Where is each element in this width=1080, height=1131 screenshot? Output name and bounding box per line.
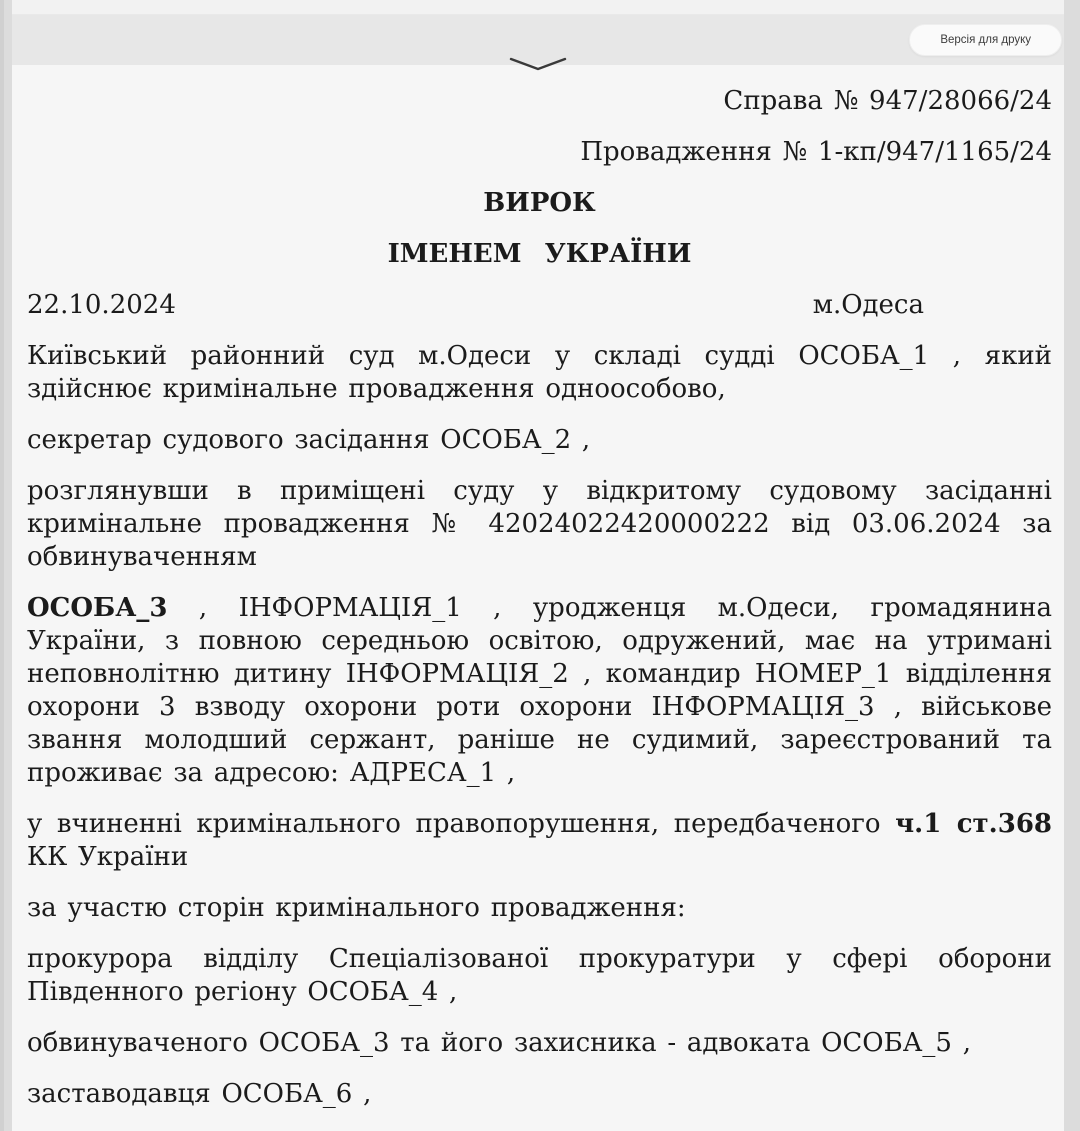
document-paragraph: Київський районний суд м.Одеси у складі судді ОСОБА_1 , який здійснює кримінальне провадження одноособово,	[27, 341, 1052, 404]
document-date: 22.10.2024	[27, 290, 176, 320]
document-paragraph: розглянувши в приміщені суду у відкритому судовому засіданні кримінальне провадження № 42024022420000222 від 03.06.2024 за обвинуваченням	[27, 476, 1052, 572]
document-paragraph: за участю сторін кримінального провадження:	[27, 893, 686, 923]
date-city-row	[27, 289, 1052, 322]
document-subtitle: ІМЕНЕМ УКРАЇНИ	[387, 239, 692, 269]
document-content	[12, 73, 1064, 1111]
print-version-button[interactable]: Версія для друку	[909, 24, 1062, 56]
chevron-down-icon[interactable]	[509, 57, 567, 72]
document-paragraph: у вчиненні кримінального правопорушення, передбаченого ч.1 ст.368 КК України	[27, 809, 1052, 872]
document-paragraph: обвинуваченого ОСОБА_3 та його захисника - адвоката ОСОБА_5 ,	[27, 1028, 971, 1058]
collapse-control	[12, 57, 1064, 73]
document-paragraph: ОСОБА_3 , ІНФОРМАЦІЯ_1 , уродженця м.Одеси, громадянина України, з повною середньою освітою, одружений, має на утримані неповнолітню дитину ІНФОРМАЦІЯ_2 , командир НОМЕР_1 відділення охорони 3 взводу охорони роти охорони ІНФОРМАЦІЯ_3 , військове звання молодший сержант, раніше не судимий, зареєстрований та проживає за адресою: АДРЕСА_1 ,	[27, 593, 1052, 788]
document-paragraph: прокурора відділу Спеціалізованої прокуратури у сфері оборони Південного регіону ОСОБА_4 ,	[27, 944, 1052, 1007]
document-city: м.Одеса	[812, 290, 924, 320]
case-number-line: Справа № 947/28066/24	[723, 86, 1052, 116]
document-paragraph: заставодавця ОСОБА_6 ,	[27, 1079, 372, 1109]
document-paragraph: секретар судового засідання ОСОБА_2 ,	[27, 425, 591, 455]
document-title: ВИРОК	[483, 188, 596, 218]
proceeding-number-line: Провадження № 1-кп/947/1165/24	[580, 137, 1052, 167]
document-panel	[12, 0, 1064, 1131]
top-strip	[12, 0, 1064, 15]
left-edge-strip	[0, 0, 4, 1131]
document-body	[27, 340, 1052, 1111]
